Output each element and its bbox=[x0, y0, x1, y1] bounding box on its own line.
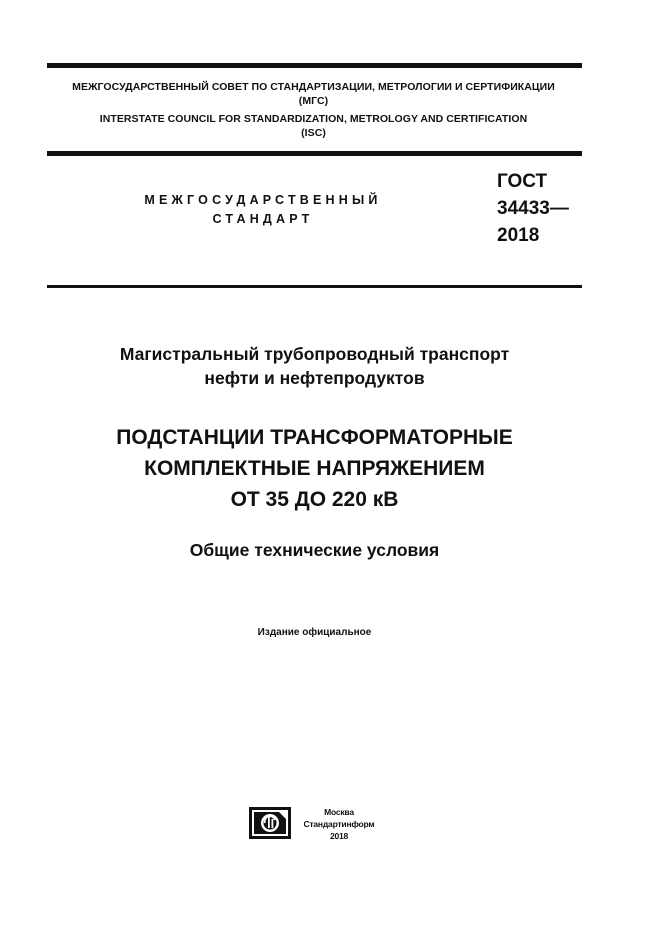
council-abbr-en: (ISC) bbox=[301, 127, 326, 139]
standard-label-line1: МЕЖГОСУДАРСТВЕННЫЙ bbox=[144, 193, 382, 207]
gost-designation bbox=[497, 168, 569, 249]
publisher-year: 2018 bbox=[329, 831, 349, 841]
title-divider bbox=[47, 285, 582, 288]
main-title-line2: КОМПЛЕКТНЫЕ НАПРЯЖЕНИЕМ bbox=[144, 457, 485, 480]
subtitle-line2: нефти и нефтепродуктов bbox=[204, 368, 425, 388]
publisher-city: Москва bbox=[324, 807, 354, 817]
gost-year: 2018 bbox=[497, 225, 540, 246]
publisher-info bbox=[296, 806, 382, 842]
main-title-line3: ОТ 35 ДО 220 кВ bbox=[230, 488, 399, 511]
official-edition: Издание официальное bbox=[257, 627, 372, 638]
standartinform-logo-icon bbox=[249, 807, 291, 839]
gost-number: 34433— bbox=[497, 198, 569, 219]
subtitle-line1: Магистральный трубопроводный транспорт bbox=[119, 344, 510, 364]
main-title-line1: ПОДСТАНЦИИ ТРАНСФОРМАТОРНЫЕ bbox=[116, 426, 513, 449]
council-name-en: INTERSTATE COUNCIL FOR STANDARDIZATION, METROLOGY AND CERTIFICATION bbox=[99, 113, 528, 125]
gost-prefix: ГОСТ bbox=[497, 171, 548, 192]
technical-conditions: Общие технические условия bbox=[189, 540, 440, 560]
standard-label-line2: СТАНДАРТ bbox=[212, 212, 314, 226]
publisher-name: Стандартинформ bbox=[303, 819, 375, 829]
header-divider bbox=[47, 151, 582, 156]
top-divider bbox=[47, 63, 582, 68]
council-abbr-ru: (МГС) bbox=[298, 95, 329, 107]
council-name-ru: МЕЖГОСУДАРСТВЕННЫЙ СОВЕТ ПО СТАНДАРТИЗАЦИИ, МЕТРОЛОГИИ И СЕРТИФИКАЦИИ bbox=[72, 81, 555, 93]
